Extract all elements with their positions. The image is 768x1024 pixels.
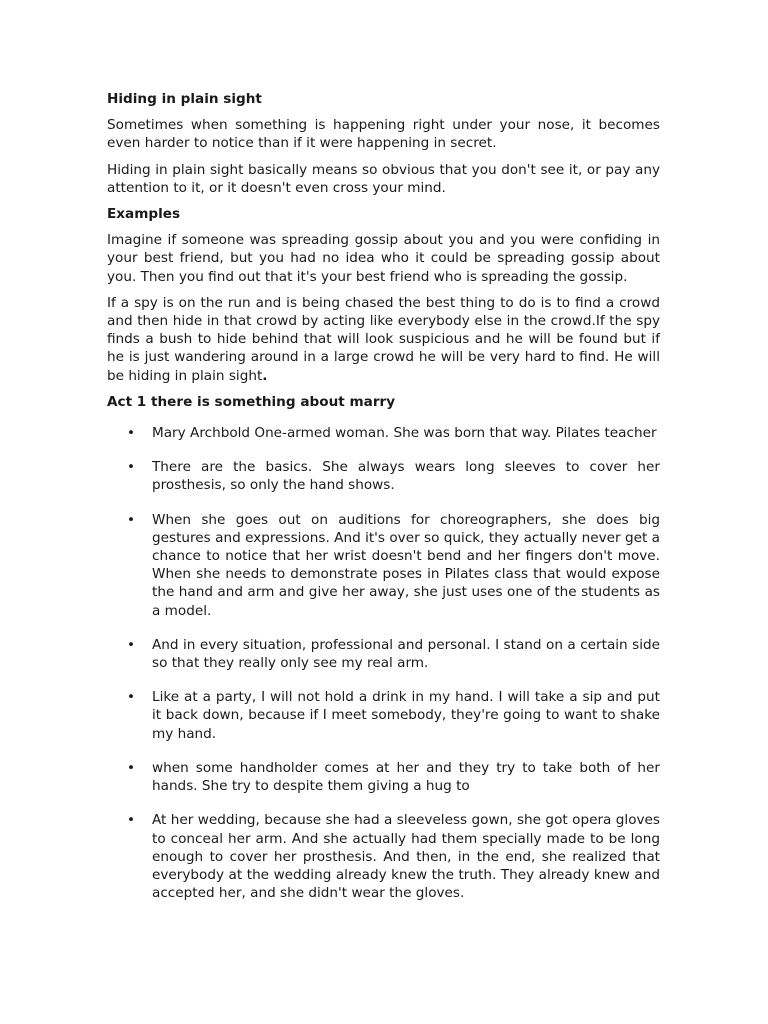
list-item-text: There are the basics. She always wears long sleeves to cover her prosthesis, so only the hand shows. — [152, 459, 660, 494]
bullet-marker: • — [127, 812, 136, 829]
section-heading-act1: Act 1 there is something about marry — [107, 393, 396, 410]
list-item — [107, 458, 660, 494]
paragraph-intro: Sometimes when something is happening right under your nose, it becomes even harder to notice than if it were happening in secret. — [107, 117, 660, 152]
paragraph-definition: Hiding in plain sight basically means so obvious that you don't see it, or pay any attention to it, or it doesn't even cross your mind. — [107, 161, 660, 196]
paragraph-spy-period: . — [262, 367, 268, 384]
document-page — [107, 90, 660, 918]
list-item — [107, 424, 660, 442]
bullet-marker: • — [127, 759, 136, 776]
paragraph-spy-text: If a spy is on the run and is being chased the best thing to do is to find a crowd and then hide in that crowd by acting like everybody else in the crowd.If the spy finds a bush to hide behind that will look suspicious and he will be found but if he is just wandering around in a large crowd he will be very hard to find. He will be hiding in plain sight — [107, 294, 660, 384]
paragraph-spy-example — [107, 294, 660, 385]
list-item-text: Like at a party, I will not hold a drink in my hand. I will take a sip and put it back down, because if I meet somebody, they're going to want to shake my hand. — [152, 689, 660, 742]
paragraph-gossip-example: Imagine if someone was spreading gossip about you and you were confiding in your best friend, but you had no idea who it could be spreading gossip about you. Then you find out that it's your best friend who is spreading the gossip. — [107, 232, 660, 285]
list-item — [107, 811, 660, 902]
list-item-text: Mary Archbold One-armed woman. She was born that way. Pilates teacher — [152, 425, 657, 442]
list-item-text: And in every situation, professional and personal. I stand on a certain side so that they really only see my real arm. — [152, 636, 660, 672]
list-item — [107, 636, 660, 672]
list-item — [107, 759, 660, 795]
bullet-marker: • — [127, 511, 136, 528]
list-item-text: when some handholder comes at her and they try to take both of her hands. She try to despite them giving a hug to — [152, 759, 660, 795]
list-item — [107, 688, 660, 743]
section-heading-examples: Examples — [107, 206, 181, 223]
list-item-text: At her wedding, because she had a sleeveless gown, she got opera gloves to conceal her arm. And she actually had them specially made to be long enough to cover her prosthesis. And then, in the end, she realized that everybody at the wedding already knew the truth. They already knew and accepted her, and she didn't wear the gloves. — [152, 812, 660, 902]
bullet-marker: • — [127, 636, 136, 653]
list-item — [107, 511, 660, 620]
bullet-marker: • — [127, 689, 136, 706]
list-item-text: When she goes out on auditions for choreographers, she does big gestures and expressions. And it's over so quick, they actually never get a chance to notice that her wrist doesn't bend and her fingers don't move. When she needs to demonstrate poses in Pilates class that would expose the hand and arm and give her away, she just uses one of the students as a model. — [152, 511, 660, 619]
bullet-marker: • — [127, 425, 136, 442]
section-heading-hiding: Hiding in plain sight — [107, 91, 262, 107]
bullet-marker: • — [127, 459, 136, 476]
bullet-list — [107, 424, 660, 902]
